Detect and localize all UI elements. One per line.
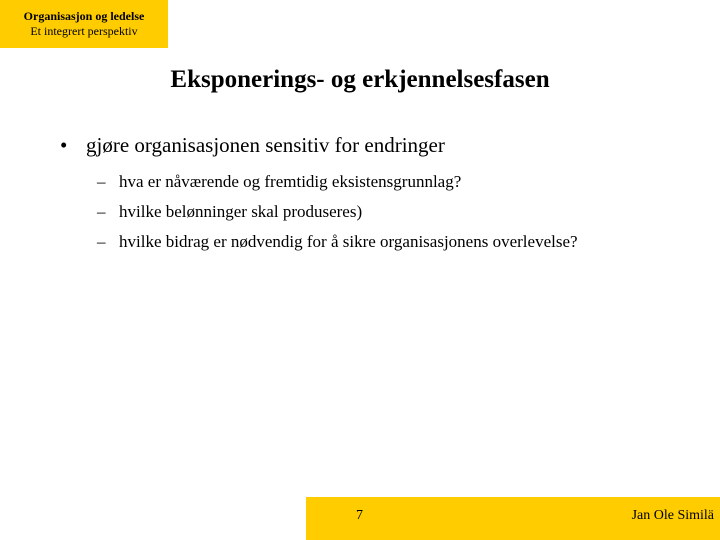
- course-subtitle: Et integrert perspektiv: [30, 24, 138, 38]
- footer-box: [306, 497, 720, 540]
- page-number: 7: [356, 508, 363, 523]
- sub-bullet-text: hvilke bidrag er nødvendig for å sikre organisasjonens overlevelse?: [119, 232, 578, 251]
- sub-bullet-text: hva er nåværende og fremtidig eksistensgrunnlag?: [119, 172, 462, 191]
- sub-bullet-item: [97, 230, 597, 254]
- main-bullet: [60, 131, 445, 159]
- sub-bullet-item: [97, 200, 597, 224]
- dash-marker: –: [97, 202, 106, 221]
- sub-bullet-list: [97, 170, 597, 254]
- header-box: [0, 0, 168, 48]
- course-title: Organisasjon og ledelse: [23, 9, 145, 23]
- main-bullet-text: gjøre organisasjonen sensitiv for endringer: [86, 133, 445, 157]
- dash-marker: –: [97, 172, 106, 191]
- sub-bullet-text: hvilke belønninger skal produseres): [119, 202, 363, 221]
- bullet-marker: •: [60, 133, 68, 157]
- sub-bullet-item: [97, 170, 597, 194]
- dash-marker: –: [97, 232, 106, 251]
- slide-title: Eksponerings- og erkjennelsesfasen: [170, 66, 550, 93]
- author-name: Jan Ole Similä: [631, 508, 714, 523]
